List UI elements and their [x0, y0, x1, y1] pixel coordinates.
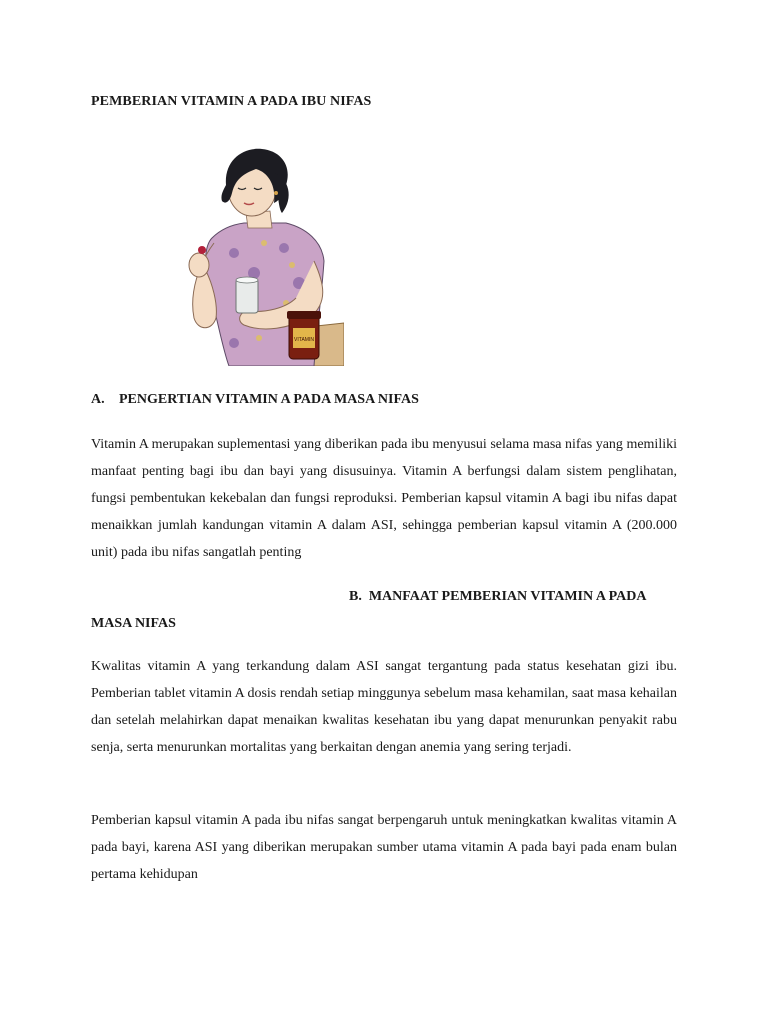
jar-label-text: VITAMIN: [294, 337, 314, 343]
glass-shape: [236, 279, 258, 313]
section-b-paragraph-2: Pemberian kapsul vitamin A pada ibu nifas sangat berpengaruh untuk meningkatkan kwalitas vitamin A pada bayi, karena ASI yang diberikan merupakan sumber utama vitamin A pada bayi pada enam bulan pertama kehidupan: [91, 813, 677, 882]
pill-shape: [198, 246, 206, 254]
mother-taking-vitamin-illustration: [174, 143, 344, 366]
section-a-heading: [91, 392, 419, 408]
page-title: PEMBERIAN VITAMIN A PADA IBU NIFAS: [91, 94, 372, 109]
section-b-heading-line1: B. MANFAAT PEMBERIAN VITAMIN A PADA: [349, 589, 647, 604]
section-b-heading-line2: MASA NIFAS: [91, 616, 176, 631]
section-a-paragraph: Vitamin A merupakan suplementasi yang diberikan pada ibu menyusui selama masa nifas yang memiliki manfaat penting bagi ibu dan bayi yang disusuinya. Vitamin A berfungsi dalam sistem penglihatan, fungsi pembentukan kekebalan dan fungsi reproduksi. Pemberian kapsul vitamin A bagi ibu nifas dapat menaikkan jumlah kandungan vitamin A dalam ASI, sehingga pemberian kapsul vitamin A (200.000 unit) pada ibu nifas sangatlah penting: [91, 437, 677, 560]
section-b-paragraph-1: Kwalitas vitamin A yang terkandung dalam ASI sangat tergantung pada status kesehatan gizi ibu. Pemberian tablet vitamin A dosis rendah setiap minggunya sebelum masa kehamilan, saat masa kehailan dan setelah melahirkan dapat menaikan kwalitas kesehatan ibu yang dapat menurunkan penyakit rabu senja, serta menurunkan mortalitas yang berkaitan dengan anemia yang sering terjadi.: [91, 659, 677, 755]
section-a-heading-text: PENGERTIAN VITAMIN A PADA MASA NIFAS: [119, 392, 419, 407]
section-a-marker: A.: [91, 392, 105, 407]
